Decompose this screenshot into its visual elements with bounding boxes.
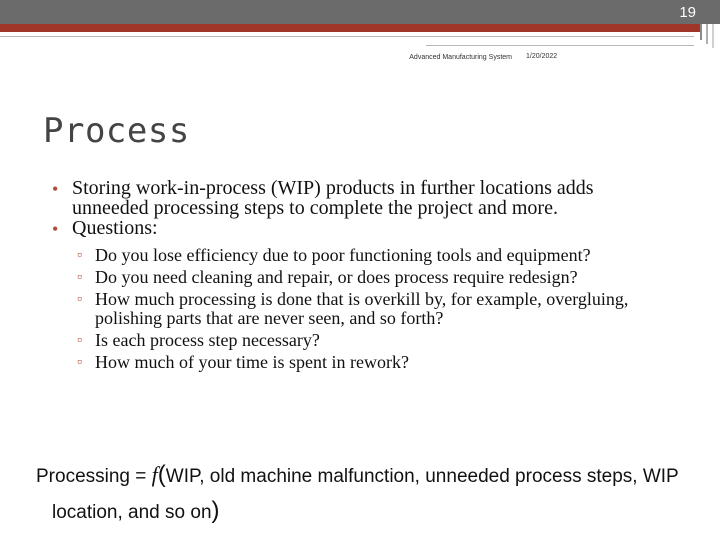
- question-item: [72, 268, 672, 287]
- formula-lhs: Processing: [36, 466, 130, 487]
- bullet-item: [52, 218, 672, 372]
- question-text: Do you need cleaning and repair, or does process require redesign?: [95, 267, 578, 287]
- question-text: How much of your time is spent in rework?: [95, 352, 409, 372]
- question-item: [72, 331, 672, 350]
- header-divider: [0, 36, 694, 37]
- processing-formula: [36, 458, 696, 530]
- formula-args-line-1: WIP, old machine malfunction, unneeded process steps, WIP: [165, 466, 679, 487]
- square-bullet-icon: ▫: [77, 292, 82, 307]
- formula-line-2: [36, 494, 696, 530]
- formula-args-line-2: location, and so on: [52, 502, 212, 523]
- formula-function: f: [151, 462, 158, 487]
- bullet-list: [52, 178, 672, 375]
- question-item: [72, 246, 672, 265]
- corner-decoration: [712, 24, 714, 48]
- formula-line-1: [36, 458, 696, 494]
- question-item: [72, 353, 672, 372]
- bullet-icon: •: [52, 219, 59, 239]
- header-date: 1/20/2022: [526, 53, 558, 60]
- formula-close-paren: ): [211, 497, 220, 524]
- header-divider-short: [426, 45, 694, 46]
- bullet-icon: •: [52, 179, 59, 199]
- header-course-title: Advanced Manufacturing System: [409, 54, 512, 61]
- question-text: Is each process step necessary?: [95, 330, 320, 350]
- square-bullet-icon: ▫: [77, 333, 82, 348]
- square-bullet-icon: ▫: [77, 270, 82, 285]
- bullet-item: [52, 178, 672, 218]
- question-item: [72, 290, 672, 328]
- accent-stripe: [0, 24, 700, 32]
- square-bullet-icon: ▫: [77, 248, 82, 263]
- corner-decoration: [700, 24, 702, 40]
- question-text: How much processing is done that is overkill by, for example, overgluing, polishing parts that are never seen, and so forth?: [95, 289, 629, 328]
- square-bullet-icon: ▫: [77, 355, 82, 370]
- bullet-text: Storing work-in-process (WIP) products in further locations adds unneeded processing steps to complete the project and more.: [72, 177, 594, 219]
- formula-equals: =: [135, 466, 147, 487]
- top-bar: [0, 0, 720, 24]
- bullet-text: Questions:: [72, 217, 158, 239]
- question-text: Do you lose efficiency due to poor functioning tools and equipment?: [95, 245, 591, 265]
- slide-title: Process: [43, 111, 190, 151]
- page-number: 19: [679, 4, 696, 21]
- corner-decoration: [706, 24, 708, 44]
- question-list: [72, 246, 672, 372]
- formula-open-paren: (: [157, 461, 166, 488]
